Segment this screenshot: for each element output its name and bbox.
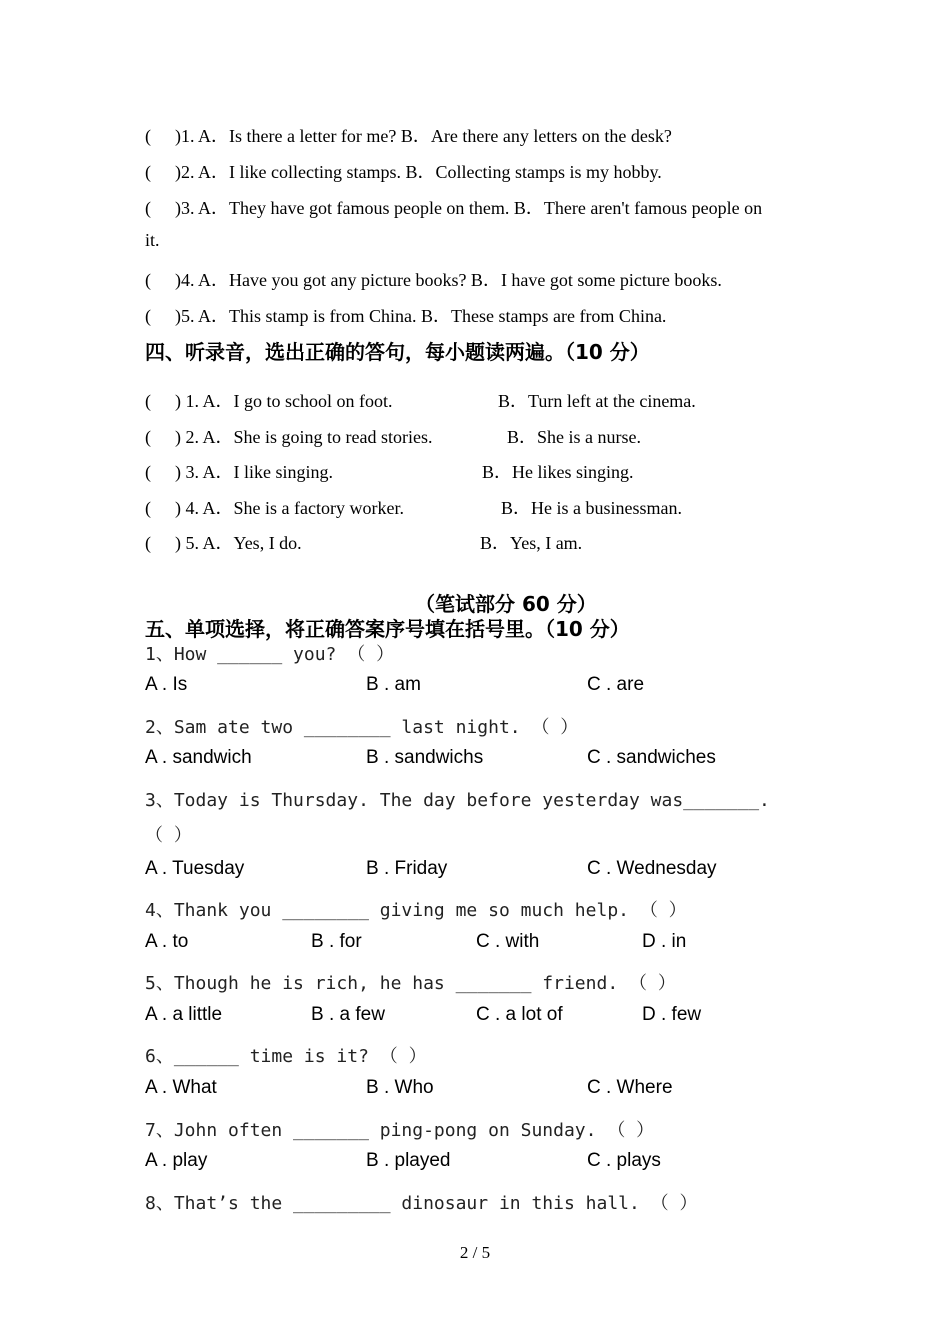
- section-4-heading: 四、听录音，选出正确的答句，每小题读两遍。（10 分）: [145, 340, 650, 364]
- option-a: A . play: [145, 1150, 208, 1171]
- option-b: B．Yes, I am.: [480, 533, 583, 553]
- listening-item: ( )5. A．This stamp is from China. B．These stamps are from China.: [145, 306, 667, 326]
- listening-item: ( )1. A．Is there a letter for me? B．Are there any letters on the desk?: [145, 126, 672, 146]
- option-c: C . a lot of: [476, 1004, 563, 1025]
- question-stem: 1、How ______ you? （ ）: [145, 644, 395, 665]
- option-d: D . in: [642, 931, 687, 952]
- option-a: A . a little: [145, 1004, 223, 1025]
- option-b: B . Who: [366, 1077, 434, 1098]
- option-a: A . Tuesday: [145, 858, 245, 879]
- question-stem: 7、John often _______ ping-pong on Sunday. （ ）: [145, 1120, 655, 1141]
- listening-item-continuation: it.: [145, 230, 160, 250]
- option-b: B . Friday: [366, 858, 448, 879]
- question-stem: 6、______ time is it? （ ）: [145, 1046, 427, 1067]
- option-b: B．Turn left at the cinema.: [498, 391, 696, 411]
- option-a: A . What: [145, 1077, 217, 1098]
- option-b: B．She is a nurse.: [507, 427, 641, 447]
- listening-question: ( ) 4. A．She is a factory worker.: [145, 498, 404, 518]
- option-c: C . are: [587, 674, 645, 695]
- section-5-heading: 五、单项选择，将正确答案序号填在括号里。（10 分）: [145, 617, 630, 641]
- listening-item: ( )2. A．I like collecting stamps. B．Collecting stamps is my hobby.: [145, 162, 662, 182]
- option-b: B . a few: [311, 1004, 385, 1025]
- option-b: B．He likes singing.: [482, 462, 634, 482]
- listening-question: ( ) 5. A．Yes, I do.: [145, 533, 302, 553]
- option-a: A . sandwich: [145, 747, 252, 768]
- option-b: B . am: [366, 674, 421, 695]
- option-b: B . played: [366, 1150, 451, 1171]
- option-b: B . for: [311, 931, 362, 952]
- question-stem: 8、That’s the _________ dinosaur in this hall. （ ）: [145, 1193, 698, 1214]
- listening-question: ( ) 3. A．I like singing.: [145, 462, 333, 482]
- option-c: C . sandwiches: [587, 747, 716, 768]
- option-c: C . with: [476, 931, 540, 952]
- written-part-title: （笔试部分 60 分）: [415, 592, 597, 616]
- option-c: C . plays: [587, 1150, 661, 1171]
- answer-blank: （ ）: [145, 825, 192, 846]
- listening-question: ( ) 2. A．She is going to read stories.: [145, 427, 433, 447]
- option-b: B . sandwichs: [366, 747, 484, 768]
- page-number: 2 / 5: [459, 1243, 491, 1262]
- option-a: A . Is: [145, 674, 188, 695]
- option-d: D . few: [642, 1004, 702, 1025]
- question-stem: 4、Thank you ________ giving me so much help. （ ）: [145, 900, 687, 921]
- question-stem: 3、Today is Thursday. The day before yesterday was_______.: [145, 790, 770, 811]
- option-c: C . Wednesday: [587, 858, 717, 879]
- question-stem: 5、Though he is rich, he has _______ friend. （ ）: [145, 973, 676, 994]
- listening-item: ( )4. A．Have you got any picture books? B．I have got some picture books.: [145, 270, 722, 290]
- question-stem: 2、Sam ate two ________ last night. （ ）: [145, 717, 579, 738]
- option-a: A . to: [145, 931, 189, 952]
- listening-item: ( )3. A．They have got famous people on them. B．There aren't famous people on: [145, 198, 763, 218]
- option-c: C . Where: [587, 1077, 673, 1098]
- listening-question: ( ) 1. A．I go to school on foot.: [145, 391, 393, 411]
- option-b: B．He is a businessman.: [501, 498, 682, 518]
